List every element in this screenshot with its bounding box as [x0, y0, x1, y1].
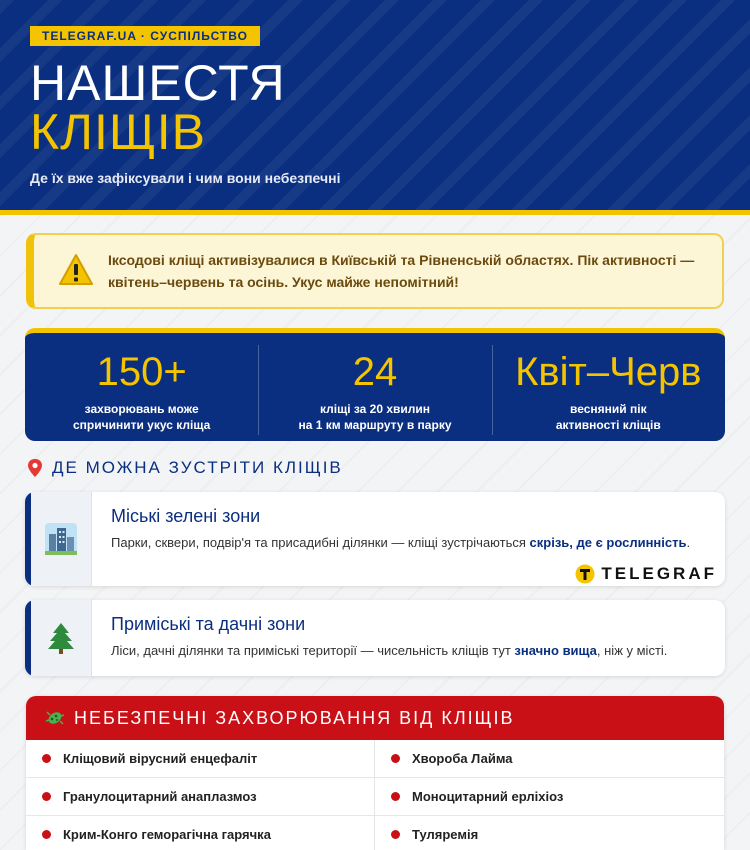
tree-icon	[44, 621, 78, 655]
card-title: Приміські та дачні зони	[111, 614, 306, 634]
where-section-title-text: ДЕ МОЖНА ЗУСТРІТИ КЛІЩІВ	[52, 458, 343, 477]
card-suburban-zones	[25, 600, 725, 676]
card-city-green-zones	[25, 492, 725, 586]
stat-label	[492, 401, 725, 433]
stat-label-line: активності кліщів	[555, 418, 661, 432]
stat-value: Квіт–Черв	[515, 350, 702, 394]
bullet-dot-icon	[42, 792, 51, 801]
disease-item	[26, 816, 375, 850]
stat-diseases	[25, 333, 258, 441]
card-desc-highlight: значно вища	[514, 643, 597, 658]
bullet-dot-icon	[42, 830, 51, 839]
stat-label	[258, 401, 491, 433]
telegraf-logo-icon	[575, 564, 595, 584]
stats-panel	[25, 328, 725, 441]
where-section-title	[26, 458, 343, 478]
disease-name: Кліщовий вірусний енцефаліт	[63, 751, 258, 766]
microbe-icon	[44, 708, 66, 728]
card-icon-box	[31, 600, 92, 676]
bullet-dot-icon	[391, 830, 400, 839]
diseases-title: НЕБЕЗПЕЧНІ ЗАХВОРЮВАННЯ ВІД КЛІЩІВ	[74, 707, 515, 728]
alert-text: Іксодові кліщі активізувалися в Київській та Рівненській областях. Пік активності — квітень–червень та осінь. Укус майже непомітний!	[108, 252, 695, 290]
disease-item	[26, 778, 375, 816]
disease-name: Гранулоцитарний анаплазмоз	[63, 789, 257, 804]
hero-header	[0, 0, 750, 215]
card-icon-box	[31, 492, 92, 586]
disease-name: Моноцитарний ерліхіоз	[412, 789, 564, 804]
card-desc-text: Ліси, дачні ділянки та приміські території — чисельність кліщів тут	[111, 643, 515, 658]
bullet-dot-icon	[42, 754, 51, 763]
stat-value: 150+	[96, 350, 187, 394]
stat-label-line: захворювань може	[84, 402, 199, 416]
city-icon	[44, 522, 78, 556]
title-line-2: КЛІЩІВ	[30, 104, 206, 160]
disease-name: Туляремія	[412, 827, 479, 842]
stat-label-line: спричинити укус кліща	[73, 418, 211, 432]
card-desc-text: .	[686, 535, 691, 550]
stat-label-line: кліщі за 20 хвилин	[319, 402, 431, 416]
card-desc-highlight: скрізь, де є рослинність	[529, 535, 687, 550]
title-line-1: НАШЕСТЯ	[30, 55, 286, 111]
stat-label-line: на 1 км маршруту в парку	[298, 418, 452, 432]
diseases-header	[26, 696, 724, 740]
stat-value: 24	[352, 350, 398, 394]
telegraf-logo	[575, 564, 717, 584]
card-description	[111, 532, 701, 553]
stat-ticks-per-km	[258, 333, 491, 441]
disease-name: Хвороба Лайма	[412, 751, 513, 766]
pin-icon	[26, 458, 44, 478]
diseases-panel	[26, 696, 724, 850]
stat-label	[25, 401, 258, 433]
disease-name: Крим-Конго геморагічна гарячка	[63, 827, 271, 842]
category-tag[interactable]: TELEGRAF.UA · СУСПІЛЬСТВО	[30, 26, 260, 46]
brand-name: TELEGRAF	[601, 564, 717, 583]
card-description	[111, 640, 721, 661]
bullet-dot-icon	[391, 792, 400, 801]
disease-item	[375, 816, 724, 850]
subtitle: Де їх вже зафіксували і чим вони небезпечні	[30, 170, 341, 186]
alert-box	[26, 233, 724, 309]
disease-item	[375, 778, 724, 816]
card-desc-text: , ніж у місті.	[596, 643, 668, 658]
stat-label-line: весняний пік	[570, 402, 647, 416]
stat-peak-season	[492, 333, 725, 441]
bullet-dot-icon	[391, 754, 400, 763]
warning-icon	[58, 253, 94, 287]
card-title: Міські зелені зони	[111, 506, 261, 526]
disease-item	[26, 740, 375, 778]
disease-item	[375, 740, 724, 778]
card-desc-text: Парки, сквери, подвір'я та присадибні ділянки — кліщі зустрічаються	[111, 535, 530, 550]
